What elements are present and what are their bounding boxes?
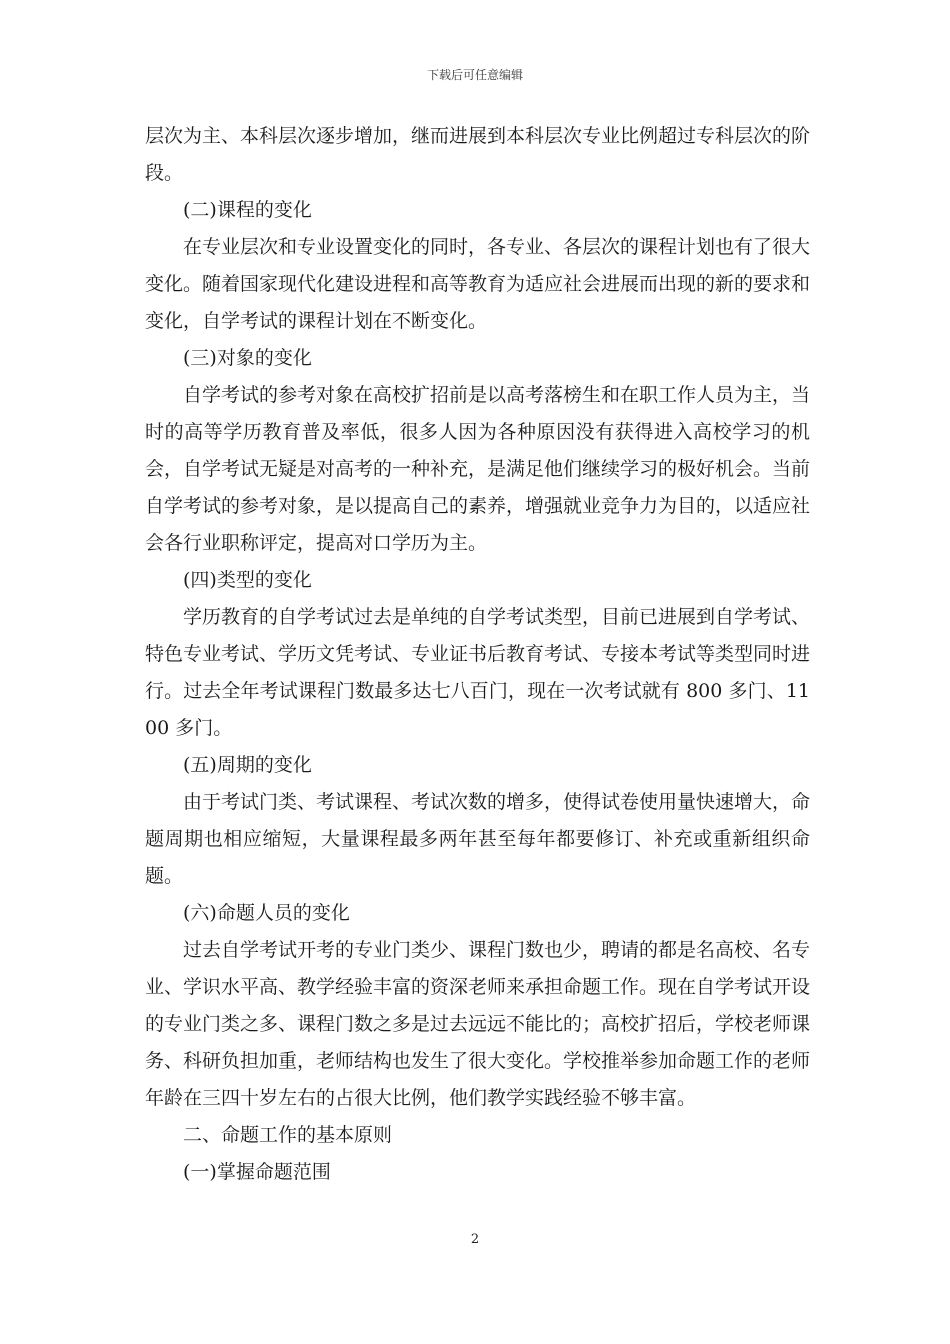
- page-number: 2: [470, 1232, 480, 1247]
- paragraph-types: 学历教育的自学考试过去是单纯的自学考试类型，目前已进展到自学考试、特色专业考试、学历文凭考试、专业证书后教育考试、专接本考试等类型同时进行。过去全年考试课程门数最多达七八百门，现在一次考试就有 800 多门、1100 多门。: [145, 606, 811, 739]
- paragraph-personnel: 过去自学考试开考的专业门类少、课程门数也少，聘请的都是名高校、名专业、学识水平高、教学经验丰富的资深老师来承担命题工作。现在自学考试开设的专业门类之多、课程门数之多是过去远远不能比的；高校扩招后，学校老师课务、科研负担加重，老师结构也发生了很大变化。学校推举参加命题工作的老师年龄在三四十岁左右的占很大比例，他们教学实践经验不够丰富。: [145, 939, 811, 1109]
- paragraph-audience: 自学考试的参考对象在高校扩招前是以高考落榜生和在职工作人员为主，当时的高等学历教育普及率低，很多人因为各种原因没有获得进入高校学习的机会，自学考试无疑是对高考的一种补充，是满足他们继续学习的极好机会。当前自学考试的参考对象，是以提高自己的素养，增强就业竞争力为目的，以适应社会各行业职称评定，提高对口学历为主。: [145, 384, 811, 554]
- section-heading-principles: 二、命题工作的基本原则: [183, 1124, 393, 1146]
- page-header: 下载后可任意编辑: [426, 68, 523, 82]
- section-heading-audience: (三)对象的变化: [183, 347, 312, 369]
- section-heading-types: (四)类型的变化: [183, 569, 312, 591]
- paragraph-continuation: 层次为主、本科层次逐步增加，继而进展到本科层次专业比例超过专科层次的阶段。: [145, 125, 811, 184]
- paragraph-courses: 在专业层次和专业设置变化的同时，各专业、各层次的课程计划也有了很大变化。随着国家现代化建设进程和高等教育为适应社会进展而出现的新的要求和变化，自学考试的课程计划在不断变化。: [145, 236, 811, 332]
- paragraph-cycle: 由于考试门类、考试课程、考试次数的增多，使得试卷使用量快速增大，命题周期也相应缩短，大量课程最多两年甚至每年都要修订、补充或重新组织命题。: [145, 791, 811, 887]
- document-body: [145, 118, 810, 1191]
- section-heading-courses: (二)课程的变化: [183, 199, 312, 221]
- section-heading-scope: (一)掌握命题范围: [183, 1161, 331, 1183]
- section-heading-cycle: (五)周期的变化: [183, 754, 312, 776]
- section-heading-personnel: (六)命题人员的变化: [183, 902, 350, 924]
